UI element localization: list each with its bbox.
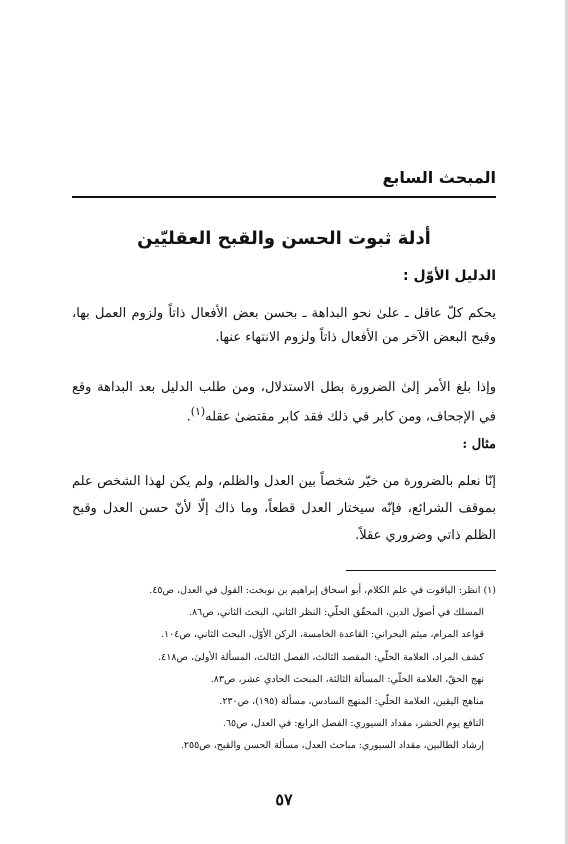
footnote-line: كشف المراد، العلامة الحلّي: المقصد الثالث، الفصل الثالث، المسألة الأولىٰ، ص٤١٨. <box>158 651 484 663</box>
chapter-title: أدلة ثبوت الحسن والقبح العقليّين <box>137 228 431 249</box>
footnotes <box>72 580 496 758</box>
footnote-line: النافع يوم الحشر، مقداد السيوري: الفصل الرابع: في العدل، ص٦٥. <box>222 718 484 730</box>
example-heading: مثال : <box>462 437 496 452</box>
paragraph-2-text: وإذا بلغ الأمر إلىٰ الضرورة بطل الاستدلال، ومن طلب الدليل بعد البداهة وقع في الإجحاف، ومن كابر في ذلك فقد كابر مقتضىٰ عقله <box>72 380 496 425</box>
footnote-line: إرشاد الطالبين، مقداد السيوري: مباحث العدل، مسألة الحسن والقبح، ص٢٥٥. <box>180 740 484 752</box>
paragraph-3: إنّا نعلم بالضرورة من خيّر شخصاً بين العدل والظلم، ولم يكن لهذا الشخص علم بموقف الشرائع، فإنّه سيختار العدل قطعاً، وما ذاك إلّا لأنّ حسن العدل وقبح الظلم ذاتي وضروري عقلاً. <box>72 474 496 543</box>
paragraph-1: يحكم كلّ عاقل ـ علىٰ نحو البداهة ـ بحسن بعض الأفعال ذاتاً ولزوم العمل بها، وقبح البعض الآخر من الأفعال ذاتاً ولزوم الانتهاء عنها. <box>72 306 496 345</box>
page-number: ٥٧ <box>275 790 293 809</box>
section-divider <box>72 196 496 198</box>
evidence-heading: الدليل الأوّل : <box>402 268 496 284</box>
footnote-line: قواعد المرام، ميثم البحراني: القاعدة الخامسة، الركن الأوّل، البحث الثاني، ص١٠٤. <box>160 629 484 641</box>
footnote-line: نهج الحقّ، العلامة الحلّي: المسألة الثالثة، المبحث الحادي عشر، ص٨٣. <box>210 673 484 685</box>
footnote-line: (١) انظر: الياقوت في علم الكلام، أبو اسحاق إبراهيم بن نوبخت: القول في العدل، ص٤٥. <box>149 585 496 596</box>
footnote-reference: (١) <box>190 405 206 418</box>
section-heading: المبحث السابع <box>382 168 496 187</box>
footnote-divider <box>346 570 496 571</box>
footnote-line: مناهج اليقين، العلامة الحلّي: المنهج السادس، مسألة (١٩٥)، ص٢٣٠. <box>219 696 484 708</box>
footnote-line: المسلك في أصول الدين، المحقّق الحلّي: النظر الثاني، البحث الثاني، ص٨٦. <box>189 607 484 619</box>
paragraph-2 <box>72 376 496 429</box>
paragraph-2-period: . <box>186 409 191 425</box>
